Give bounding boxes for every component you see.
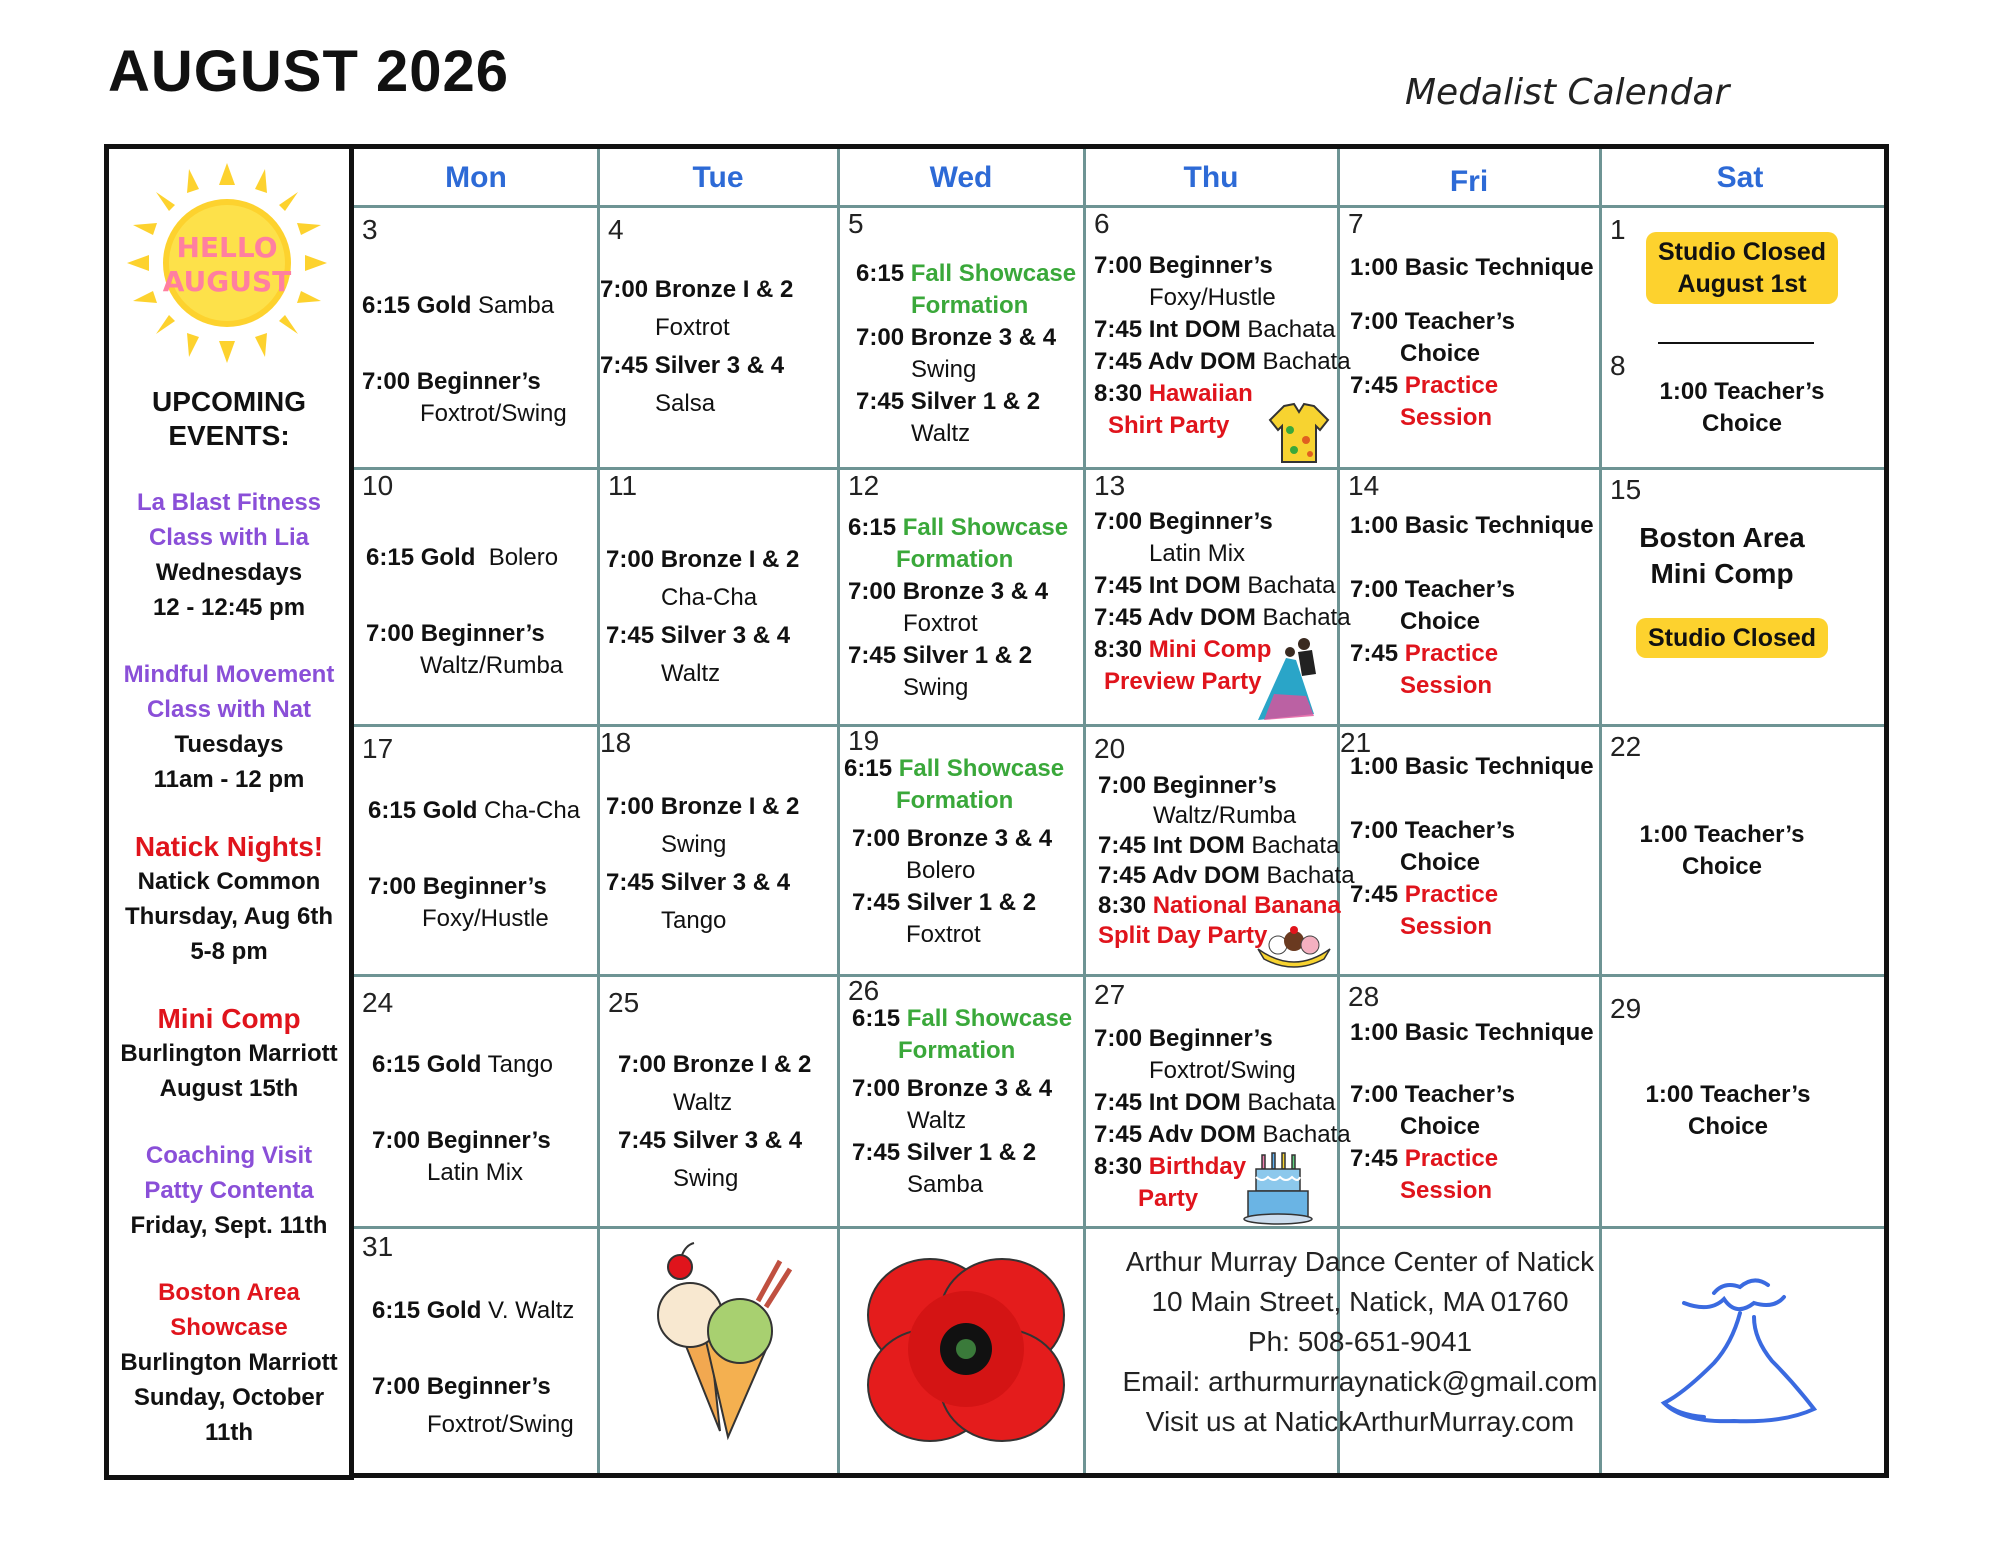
upcoming-heading: UPCOMING EVENTS: — [152, 386, 306, 451]
event-item: La Blast Fitness Class with Lia Wednesdays 12 - 12:45 pm — [136, 489, 322, 621]
studio-email[interactable]: Email: arthurmurraynatick@gmail.com — [1122, 1366, 1598, 1397]
day-header-sat: Sat — [1716, 161, 1764, 194]
dancer-logo-icon — [1644, 1273, 1834, 1433]
day-cell: 13 7:00 Beginner’s Latin Mix 7:45 Int DOM Bachata 7:45 Adv DOM Bachata 8:30 Mini Comp Preview Party — [1086, 470, 1337, 724]
day-cell: 4 7:00 Bronze I & 2 Foxtrot 7:45 Silver 3 & 4 Salsa — [600, 214, 794, 417]
sun-text-2: AUGUST — [162, 265, 292, 298]
day-cell: 3 6:15 Gold Samba 7:00 Beginner’s Foxtrot/Swing — [362, 214, 567, 427]
day-cell: 14 1:00 Basic Technique 7:00 Teacher’s Choice 7:45 Practice Session — [1348, 470, 1594, 699]
day-cell: 1 Studio Closed August 1st 8 1:00 Teacher’s Choice — [1602, 208, 1880, 467]
day-header-tue: Tue — [692, 161, 744, 194]
studio-contact-info — [1090, 1242, 1630, 1442]
day-cell: 21 1:00 Basic Technique 7:00 Teacher’s Choice 7:45 Practice Session — [1340, 727, 1594, 940]
day-cell: 18 7:00 Bronze I & 2 Swing 7:45 Silver 3 & 4 Tango — [600, 727, 800, 934]
day-cell: 17 6:15 Gold Cha-Cha 7:00 Beginner’s Foxy/Hustle — [362, 733, 581, 932]
day-cell: 28 1:00 Basic Technique 7:00 Teacher’s Choice 7:45 Practice Session — [1348, 981, 1594, 1204]
poppy-flower-icon — [860, 1245, 1070, 1455]
day-cell: 19 6:15 Fall Showcase Formation 7:00 Bronze 3 & 4 Bolero 7:45 Silver 1 & 2 Foxtrot — [844, 725, 1065, 948]
dancers-icon — [1254, 634, 1336, 724]
studio-address: 10 Main Street, Natick, MA 01760 — [1151, 1286, 1569, 1317]
day-cell: 5 6:15 Fall Showcase Formation 7:00 Bronze 3 & 4 Swing 7:45 Silver 1 & 2 Waltz — [848, 208, 1077, 447]
day-header-wed: Wed — [929, 161, 993, 194]
day-header-fri: Fri — [1449, 165, 1489, 198]
day-cell: 31 6:15 Gold V. Waltz 7:00 Beginner’s Foxtrot/Swing — [362, 1231, 575, 1438]
day-header-thu: Thu — [1183, 161, 1239, 194]
day-cell: 25 7:00 Bronze I & 2 Waltz 7:45 Silver 3 & 4 Swing — [608, 987, 812, 1192]
studio-phone: Ph: 508-651-9041 — [1247, 1326, 1473, 1357]
sun-text-1: HELLO — [176, 231, 278, 264]
divider — [1658, 342, 1814, 344]
event-item: Boston Area Showcase Burlington Marriott Sunday, October 11th — [120, 1279, 338, 1446]
day-cell — [600, 1229, 837, 1474]
day-cell — [1602, 1229, 1880, 1474]
studio-name: Arthur Murray Dance Center of Natick — [1125, 1246, 1595, 1277]
sidebar — [104, 144, 354, 1480]
event-item: Mini Comp Burlington Marriott August 15th — [120, 1003, 338, 1102]
event-item: Natick Nights! Natick Common Thursday, Aug 6th 5-8 pm — [124, 831, 333, 965]
day-cell: 15 Boston Area Mini Comp Studio Closed — [1602, 470, 1880, 724]
ice-cream-icon — [640, 1241, 800, 1441]
hawaiian-shirt-icon — [1266, 400, 1332, 466]
day-cell: 24 6:15 Gold Tango 7:00 Beginner’s Latin Mix — [362, 987, 553, 1186]
birthday-cake-icon — [1242, 1147, 1314, 1225]
day-cell — [840, 1229, 1083, 1474]
page-subtitle: Medalist Calendar — [1405, 72, 1730, 113]
studio-website[interactable]: Visit us at NatickArthurMurray.com — [1145, 1406, 1575, 1437]
banana-split-icon — [1254, 923, 1334, 971]
page-title: AUGUST 2026 — [108, 39, 510, 104]
day-cell: 11 7:00 Bronze I & 2 Cha-Cha 7:45 Silver 3 & 4 Waltz — [606, 470, 800, 687]
day-cell: 22 1:00 Teacher’s Choice — [1610, 731, 1805, 880]
event-item: Mindful Movement Class with Nat Tuesdays 11am - 12 pm — [123, 661, 335, 793]
studio-closed-badge: Studio Closed — [1636, 618, 1828, 658]
day-cell: 7 1:00 Basic Technique 7:00 Teacher’s Choice 7:45 Practice Session — [1348, 208, 1594, 431]
day-cell: 29 1:00 Teacher’s Choice — [1610, 993, 1811, 1140]
event-item: Coaching Visit Patty Contenta Friday, Sept. 11th — [130, 1142, 328, 1239]
upcoming-events-list — [109, 485, 349, 1482]
day-cell: 12 6:15 Fall Showcase Formation 7:00 Bronze 3 & 4 Foxtrot 7:45 Silver 1 & 2 Swing — [848, 470, 1069, 701]
day-cell: 27 7:00 Beginner’s Foxtrot/Swing 7:45 Int DOM Bachata 7:45 Adv DOM Bachata 8:30 Birthday Party — [1086, 977, 1337, 1226]
sun-icon — [127, 163, 327, 363]
day-cell: 26 6:15 Fall Showcase Formation 7:00 Bronze 3 & 4 Waltz 7:45 Silver 1 & 2 Samba — [848, 975, 1073, 1198]
day-cell: 10 6:15 Gold Bolero 7:00 Beginner’s Waltz/Rumba — [362, 470, 564, 679]
studio-closed-badge: Studio Closed August 1st — [1646, 232, 1838, 304]
day-cell: 20 7:00 Beginner’s Waltz/Rumba 7:45 Int DOM Bachata 7:45 Adv DOM Bachata 8:30 National Banana Split Day Party — [1086, 727, 1337, 974]
day-cell: 6 7:00 Beginner’s Foxy/Hustle 7:45 Int DOM Bachata 7:45 Adv DOM Bachata 8:30 Hawaiian Shirt Party — [1086, 208, 1337, 467]
day-header-mon: Mon — [445, 161, 507, 194]
